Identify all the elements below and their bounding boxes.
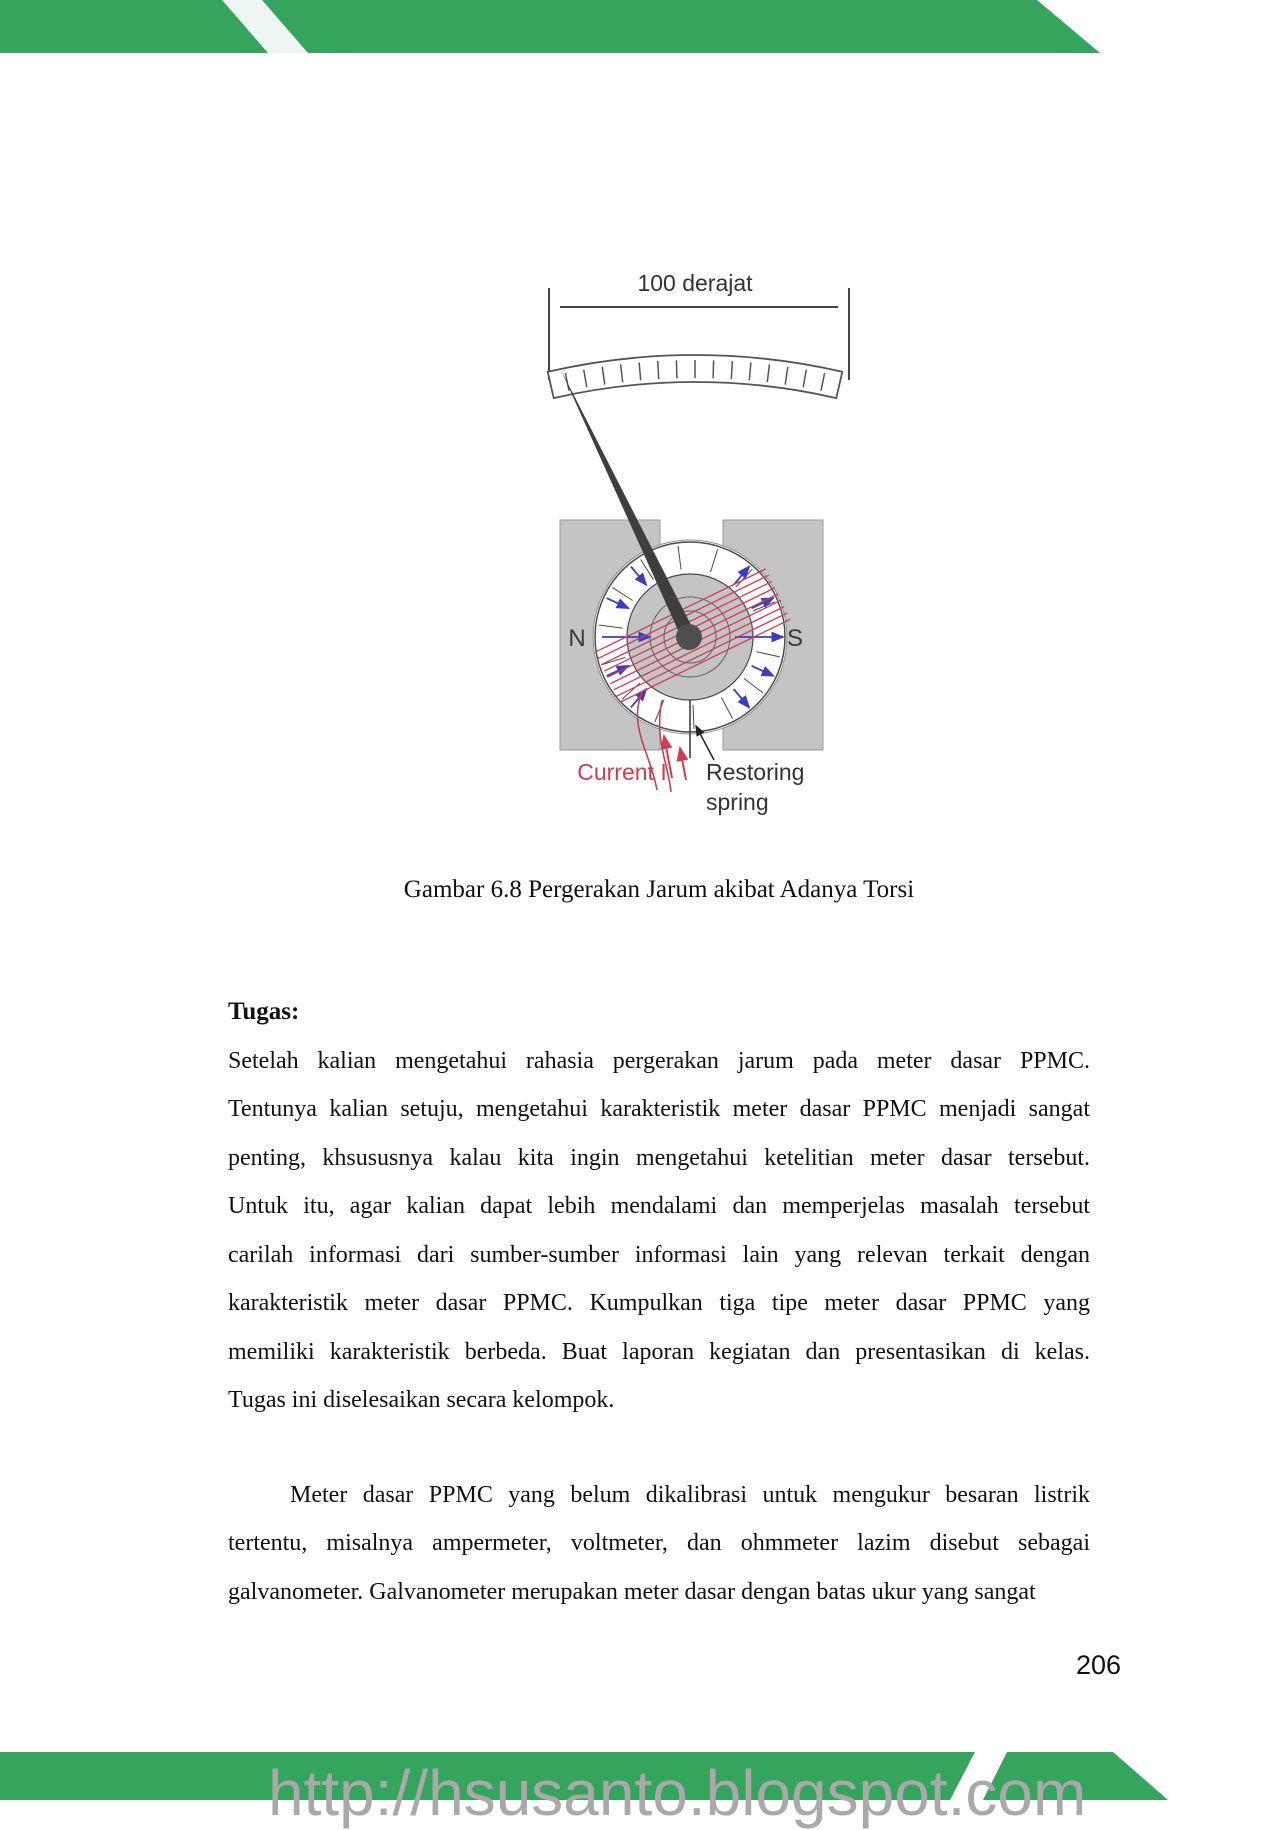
text-line: Untuk itu, agar kalian dapat lebih mendalami dan memperjelas masalah tersebut: [228, 1193, 1090, 1219]
figure-pmmc-meter: [530, 250, 860, 825]
text-line: penting, khsususnya kalau kita ingin mengetahui ketelitian meter dasar tersebut.: [228, 1144, 1090, 1171]
dimension-label: 100 derajat: [637, 270, 753, 296]
body-text: [228, 988, 1090, 1616]
spring-label-line1: Restoring: [706, 759, 805, 785]
figure-caption: Gambar 6.8 Pergerakan Jarum akibat Adanya Torsi: [403, 876, 915, 903]
tugas-heading: Tugas:: [228, 998, 300, 1025]
current-label: Current I: [577, 759, 667, 785]
paragraph-galvanometer: [228, 1471, 1090, 1617]
paragraph-tugas: [228, 1037, 1090, 1425]
text-line: Meter dasar PPMC yang belum dikalibrasi untuk mengukur besaran listrik: [290, 1481, 1090, 1508]
text-line: karakteristik meter dasar PPMC. Kumpulkan tiga tipe meter dasar PPMC yang: [228, 1290, 1090, 1316]
page-number: 206: [1076, 1650, 1122, 1680]
needle-pivot: [676, 624, 702, 650]
text-line: carilah informasi dari sumber-sumber informasi lain yang relevan terkait dengan: [228, 1241, 1090, 1268]
text-line: Tugas ini diselesaikan secara kelompok.: [228, 1387, 615, 1413]
spring-label-line2: spring: [706, 789, 769, 815]
top-green-banner: [0, 0, 1272, 56]
pole-n-label: N: [568, 625, 586, 652]
top-banner-shape: [0, 0, 1100, 53]
text-line: Tentunya kalian setuju, mengetahui karakteristik meter dasar PPMC menjadi sangat: [228, 1096, 1090, 1122]
pole-s-label: S: [786, 625, 804, 652]
text-line: Setelah kalian mengetahui rahasia pergerakan jarum pada meter dasar PPMC.: [228, 1047, 1090, 1074]
watermark-url: http://hsusanto.blogspot.com: [268, 1757, 1087, 1829]
text-line: memiliki karakteristik berbeda. Buat laporan kegiatan dan presentasikan di kelas.: [228, 1338, 1090, 1365]
text-line: tertentu, misalnya ampermeter, voltmeter, dan ohmmeter lazim disebut sebagai: [228, 1530, 1090, 1556]
text-line: galvanometer. Galvanometer merupakan meter dasar dengan batas ukur yang sangat: [228, 1578, 1036, 1605]
